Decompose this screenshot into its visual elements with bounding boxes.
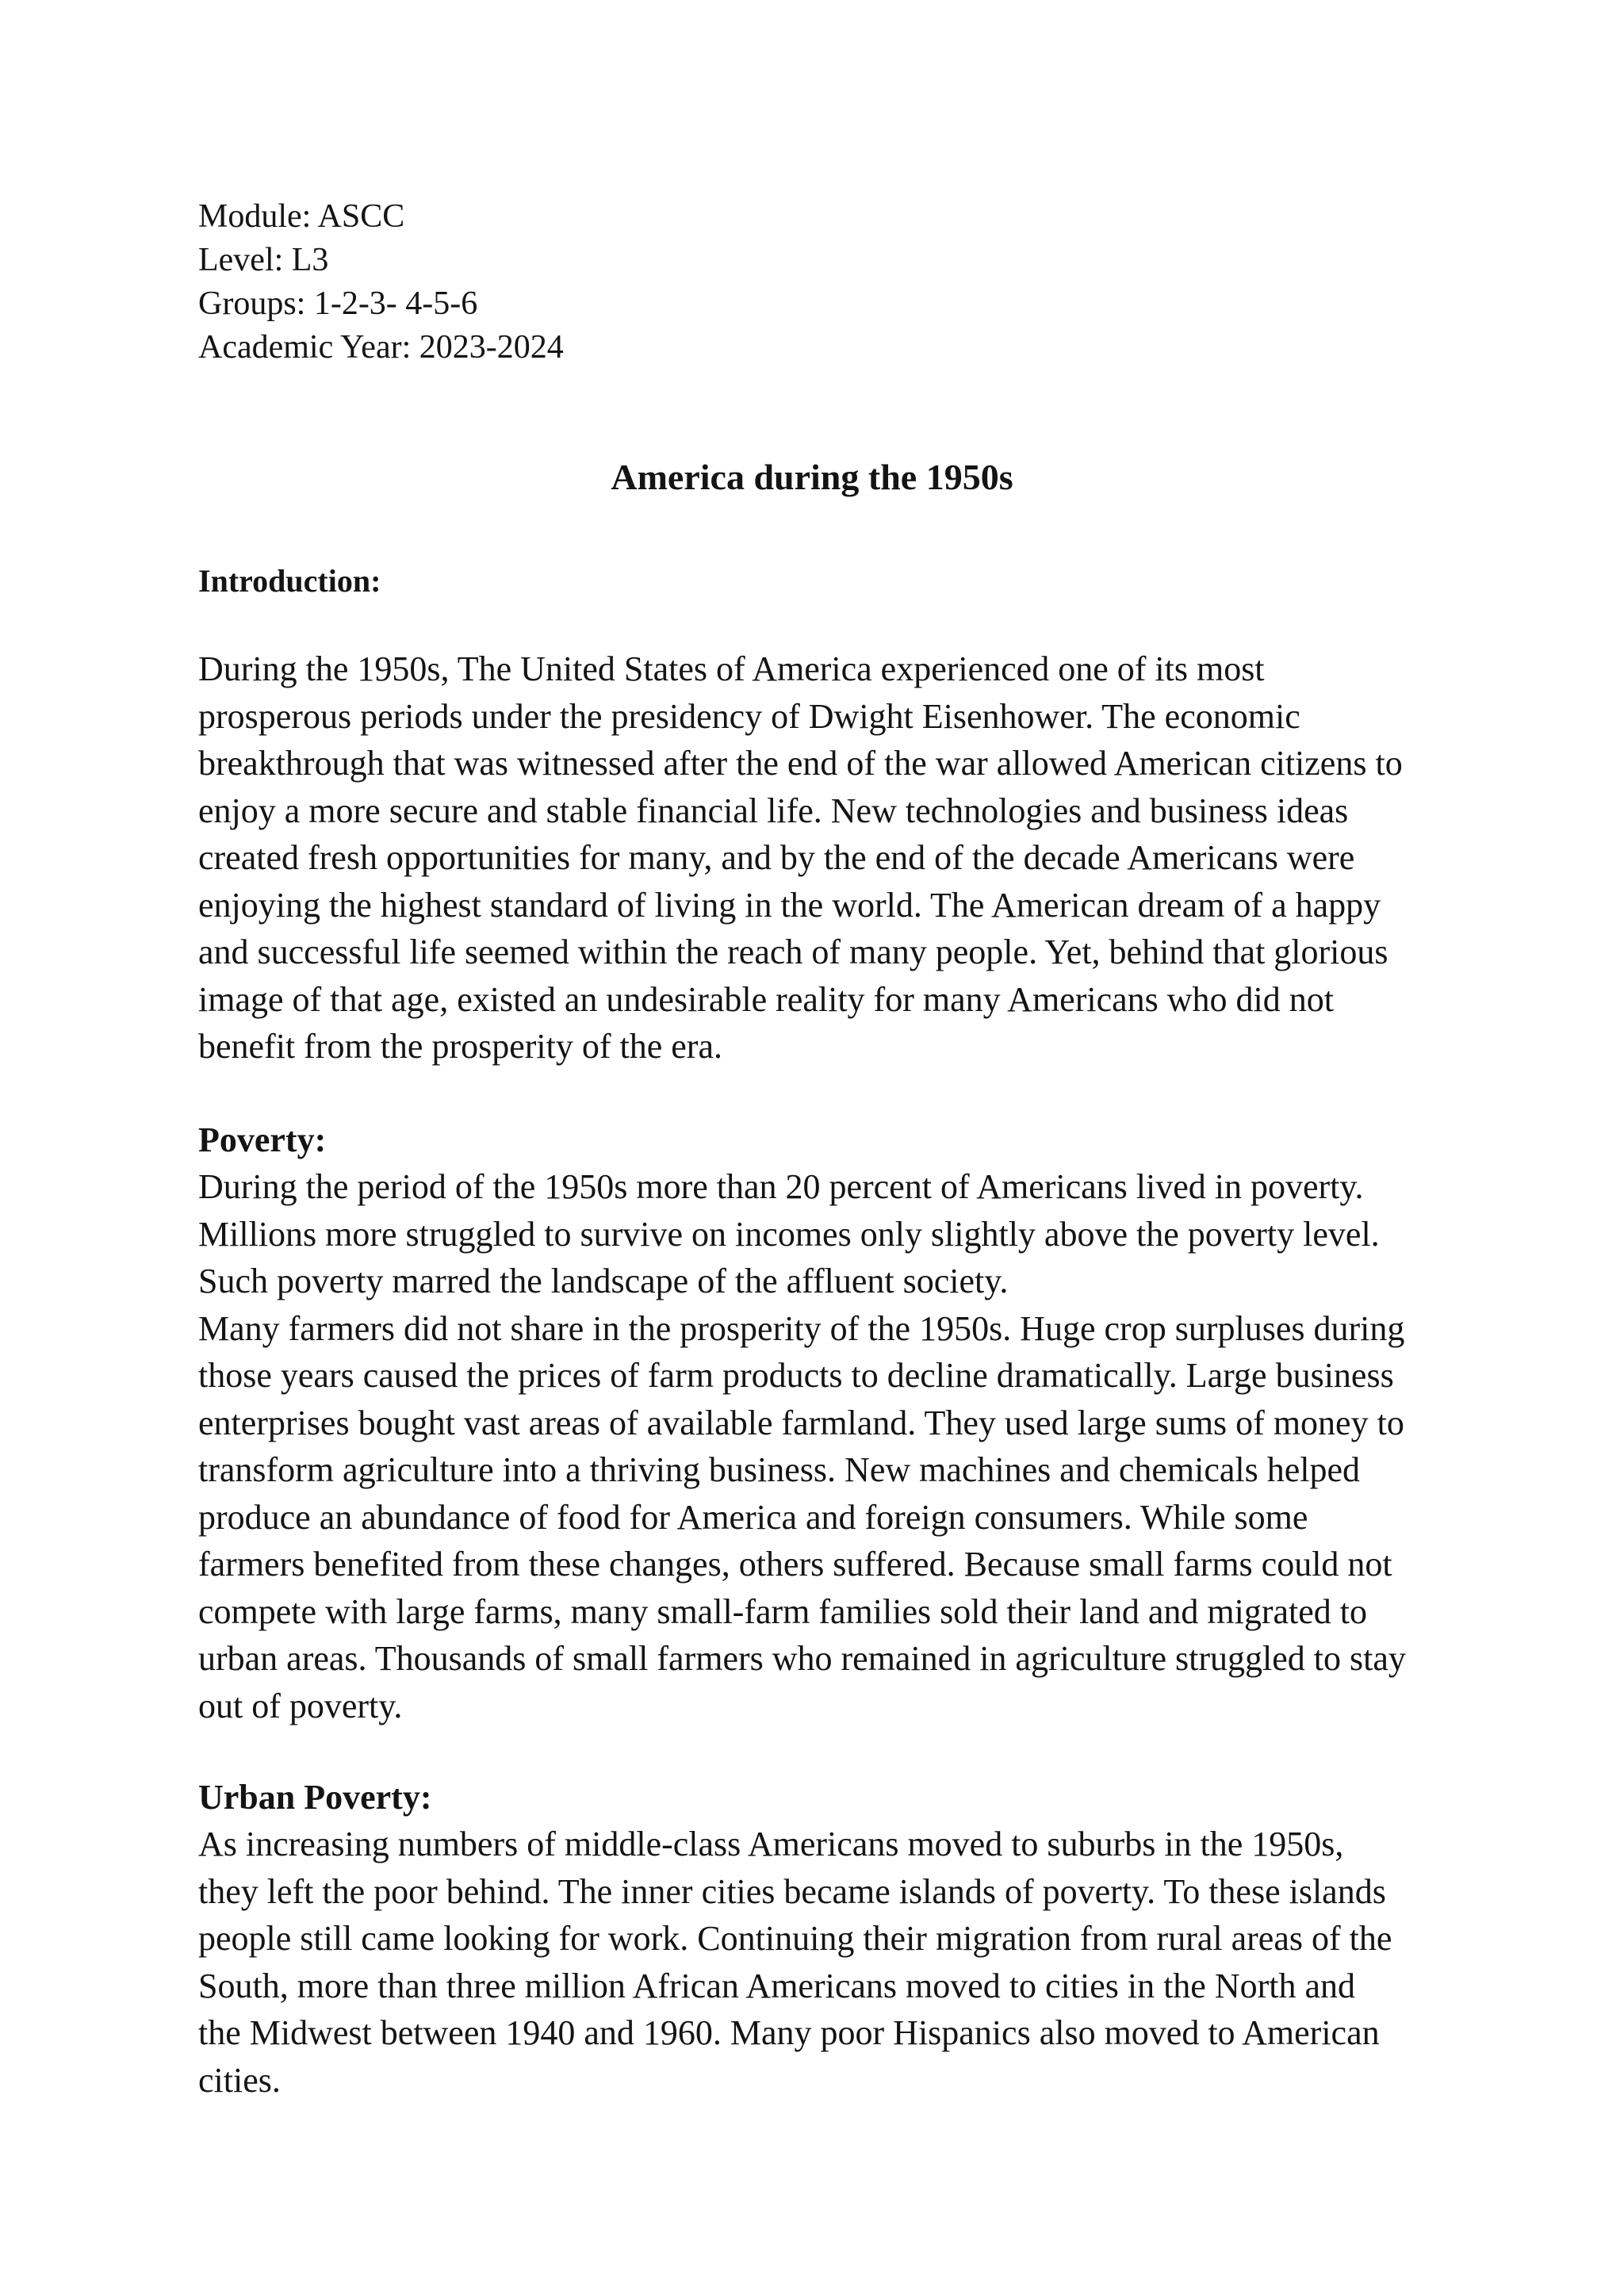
text-line: they left the poor behind. The inner cities became islands of poverty. To these islands <box>198 1871 1386 1911</box>
text-line: out of poverty. <box>198 1686 403 1725</box>
text-line: cities. <box>198 2060 281 2100</box>
text-line: South, more than three million African Americans moved to cities in the North and <box>198 1966 1356 2005</box>
urban-poverty-paragraph <box>198 1821 1451 2104</box>
urban-poverty-heading: Urban Poverty: <box>198 1778 432 1817</box>
text-line: those years caused the prices of farm products to decline dramatically. Large business <box>198 1356 1394 1395</box>
text-line: the Midwest between 1940 and 1960. Many poor Hispanics also moved to American <box>198 2013 1380 2052</box>
introduction-heading: Introduction: <box>198 563 381 599</box>
text-line: produce an abundance of food for America and foreign consumers. While some <box>198 1497 1308 1537</box>
groups-line: Groups: 1-2-3- 4-5-6 <box>198 285 478 322</box>
text-line: benefit from the prosperity of the era. <box>198 1027 722 1066</box>
text-line: urban areas. Thousands of small farmers who remained in agriculture struggled to stay <box>198 1639 1406 1678</box>
text-line: During the 1950s, The United States of America experienced one of its most <box>198 649 1265 688</box>
introduction-paragraph <box>198 645 1451 1070</box>
text-line: enterprises bought vast areas of available farmland. They used large sums of money to <box>198 1403 1404 1442</box>
text-line: Such poverty marred the landscape of the affluent society. <box>198 1262 1009 1300</box>
text-line: farmers benefited from these changes, others suffered. Because small farms could not <box>198 1545 1392 1584</box>
text-line: Many farmers did not share in the prosperity of the 1950s. Huge crop surpluses during <box>198 1308 1405 1348</box>
text-line: transform agriculture into a thriving business. New machines and chemicals helped <box>198 1450 1361 1489</box>
poverty-heading: Poverty: <box>198 1120 327 1159</box>
module-line: Module: ASCC <box>198 198 405 235</box>
text-line: breakthrough that was witnessed after the end of the war allowed American citizens to <box>198 744 1403 783</box>
text-line: people still came looking for work. Continuing their migration from rural areas of the <box>198 1919 1392 1958</box>
text-line: During the period of the 1950s more than 20 percent of Americans lived in poverty. <box>198 1167 1364 1206</box>
text-line: and successful life seemed within the reach of many people. Yet, behind that glorious <box>198 933 1388 971</box>
text-line: Millions more struggled to survive on incomes only slightly above the poverty level. <box>198 1214 1380 1254</box>
text-line: As increasing numbers of middle-class Americans moved to suburbs in the 1950s, <box>198 1825 1344 1863</box>
text-line: enjoy a more secure and stable financial life. New technologies and business ideas <box>198 791 1349 830</box>
academic-year-line: Academic Year: 2023-2024 <box>198 329 564 366</box>
text-line: created fresh opportunities for many, and by the end of the decade Americans were <box>198 838 1355 877</box>
text-line: enjoying the highest standard of living in the world. The American dream of a happy <box>198 885 1381 925</box>
text-line: image of that age, existed an undesirable reality for many Americans who did not <box>198 979 1334 1019</box>
text-line: prosperous periods under the presidency of Dwight Eisenhower. The economic <box>198 696 1300 736</box>
text-line: compete with large farms, many small-farm families sold their land and migrated to <box>198 1591 1367 1631</box>
level-line: Level: L3 <box>198 242 329 278</box>
poverty-paragraph <box>198 1163 1451 1729</box>
document-header <box>198 195 564 370</box>
document-title: America during the 1950s <box>611 457 1013 497</box>
